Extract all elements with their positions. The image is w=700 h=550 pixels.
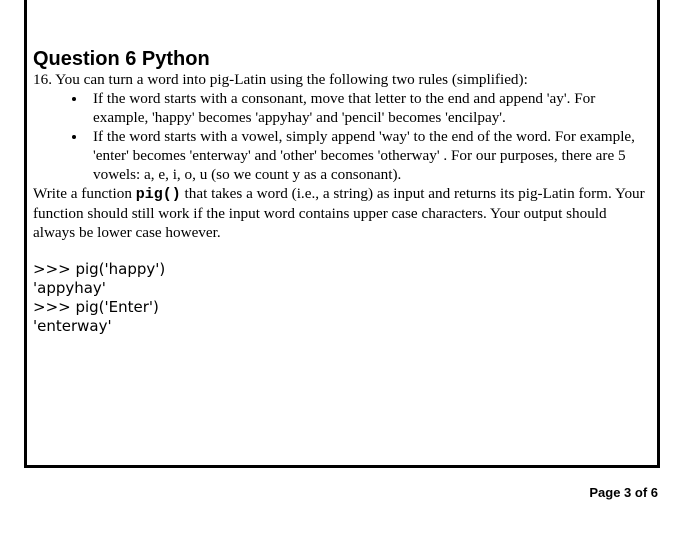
question-title: Question 6 Python	[33, 48, 210, 70]
question-intro: 16. You can turn a word into pig-Latin using the following two rules (simplified):	[33, 71, 528, 88]
function-name: pig()	[135, 186, 181, 203]
question-frame	[24, 0, 660, 468]
session-line: 'enterway'	[33, 317, 112, 335]
session-line: >>> pig('Enter')	[33, 298, 159, 316]
question-content	[27, 48, 657, 336]
rule-item-vowel: • If the word starts with a vowel, simply append 'way' to the end of the word. For example, 'enter' becomes 'enterway' and 'other' becomes 'otherway' . For our purposes, there are 5 vowels: a, e, i, o, u (so we count y as a consonant).	[87, 127, 649, 184]
example-session	[33, 260, 649, 336]
rule-item-consonant: • If the word starts with a consonant, move that letter to the end and append 'ay'. For example, 'happy' becomes 'appyhay' and 'pencil' becomes 'encilpay'.	[87, 89, 649, 127]
instruction-before: Write a function	[33, 185, 136, 202]
page-number: Page 3 of 6	[589, 485, 658, 500]
rules-list	[33, 89, 649, 184]
instruction-after: that takes a word (i.e., a string) as input and returns its pig-Latin form. Your function should still work if the input word contains upper case characters. Your output should always be lower case however.	[33, 185, 645, 241]
instruction-text	[33, 184, 649, 242]
session-line: >>> pig('happy')	[33, 260, 166, 278]
session-line: 'appyhay'	[33, 279, 106, 297]
